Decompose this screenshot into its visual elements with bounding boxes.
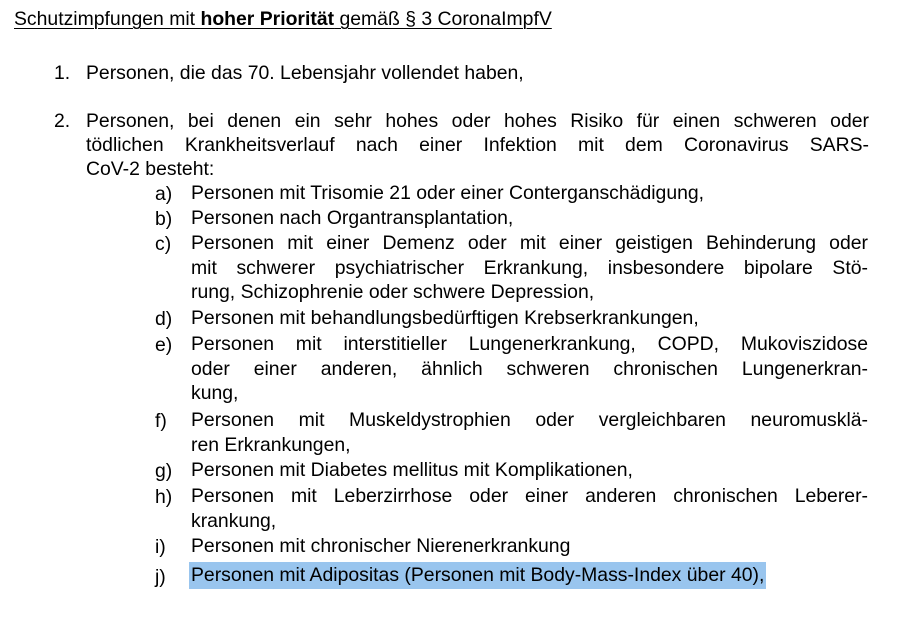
sub-item-line: Personen mit Trisomie 21 oder einer Conterganschädigung, [191,182,705,204]
sub-item-letter-d: d) [155,308,173,330]
list-item-2-text [86,109,869,181]
sub-item-line: rung, Schizophrenie oder schwere Depression, [191,281,595,304]
sub-item-letter-i: i) [155,536,166,558]
heading-text-end: gemäß § 3 CoronaImpfV [334,8,552,30]
list-number-1: 1. [54,62,71,84]
sub-item-f-text [191,408,868,457]
sub-item-letter-b: b) [155,208,173,230]
list-item-1-text: Personen, die das 70. Lebensjahr vollendet haben, [86,62,524,84]
sub-item-line: ren Erkrankungen, [191,433,351,456]
sub-item-letter-j: j) [155,566,166,588]
sub-item-line: Personen nach Organtransplantation, [191,207,514,229]
sub-item-line: mit schwerer psychiatrischer Erkrankung, insbesondere bipolare Stö- [191,256,868,279]
highlighted-selection [191,563,868,588]
sub-item-line: Personen mit Leberzirrhose oder einer anderen chronischen Leberer- [191,485,868,507]
sub-item-g-text [191,458,868,483]
sub-item-line: Personen mit interstitieller Lungenerkrankung, COPD, Mukoviszidose [191,333,868,355]
sub-item-letter-a: a) [155,183,173,205]
sub-item-e-text [191,332,868,406]
sub-item-line: oder einer anderen, ähnlich schweren chronischen Lungenerkran- [191,357,868,380]
sub-item-a-text [191,181,868,206]
sub-item-letter-c: c) [155,233,172,255]
sub-item-j-text [191,563,868,588]
sub-item-letter-g: g) [155,460,173,482]
sub-item-line: Personen mit Muskeldystrophien oder vergleichbaren neuromusklä- [191,409,868,431]
sub-item-d-text [191,306,868,331]
sub-item-line: Personen mit Adipositas (Personen mit Body-Mass-Index über 40), [189,562,766,589]
list-item-2-line: CoV-2 besteht: [86,158,215,180]
sub-item-h-text [191,484,868,533]
list-number-2: 2. [54,110,71,132]
sub-item-line: kung, [191,382,239,405]
list-item-2-line: tödlichen Krankheitsverlauf nach einer Infektion mit dem Coronavirus SARS- [86,134,869,156]
sub-item-i-text [191,534,868,559]
sub-item-letter-f: f) [155,410,167,432]
sub-item-c-text [191,231,868,305]
document-heading [14,7,552,31]
sub-item-line: Personen mit einer Demenz oder mit einer geistigen Behinderung oder [191,232,868,254]
sub-item-line: Personen mit Diabetes mellitus mit Komplikationen, [191,459,633,481]
sub-item-line: Personen mit behandlungsbedürftigen Krebserkrankungen, [191,307,699,329]
sub-item-line: krankung, [191,509,277,532]
list-item-2-line: Personen, bei denen ein sehr hohes oder hohes Risiko für einen schweren oder [86,110,869,132]
sub-item-line: Personen mit chronischer Nierenerkrankung [191,535,571,557]
sub-item-letter-h: h) [155,486,173,508]
sub-item-letter-e: e) [155,334,173,356]
heading-bold-text: hoher Priorität [200,8,335,30]
sub-item-b-text [191,206,868,231]
heading-text-start: Schutzimpfungen mit [14,8,201,30]
